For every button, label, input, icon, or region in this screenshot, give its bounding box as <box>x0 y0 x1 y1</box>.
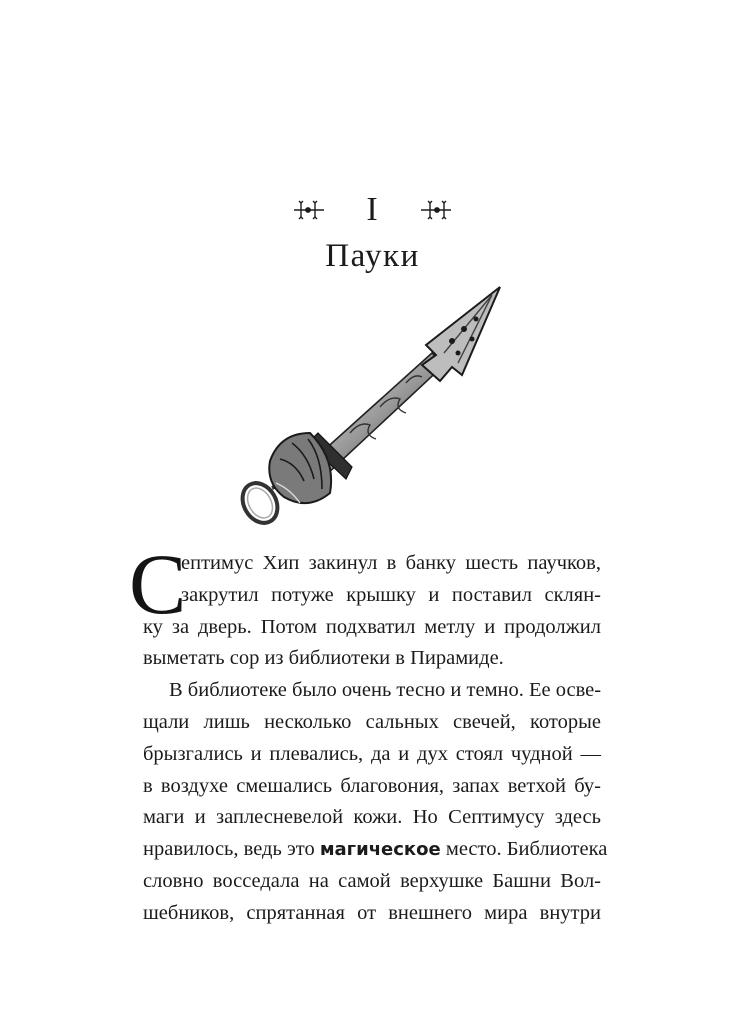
text-line: ку за дверь. Потом подхватил метлу и продолжил <box>143 615 601 638</box>
text-segment: место. Библиотека <box>440 838 608 861</box>
text-line: словно восседала на самой верхушке Башни Вол- <box>143 869 601 892</box>
text-line: закрутил потуже крышку и поставил склян- <box>181 583 601 606</box>
paragraph-1 <box>129 536 601 675</box>
chapter-title: Пауки <box>325 238 420 274</box>
chapter-heading <box>0 192 745 276</box>
paragraph-2 <box>143 675 608 929</box>
text-line: щали лишь несколько сальных свечей, которые <box>143 710 601 733</box>
ornate-arrow-key-icon <box>200 283 520 533</box>
text-line: ептимус Хип закинул в банку шесть паучков, <box>181 552 601 574</box>
chapter-numeral: I <box>366 191 379 228</box>
text-line: маги и заплесневелой кожи. Но Септимусу здесь <box>143 806 601 829</box>
right-ornament-icon <box>419 200 453 220</box>
text-line: В библиотеке было очень тесно и темно. Ее осве- <box>169 679 602 702</box>
body-text <box>129 536 608 930</box>
text-line: в воздухе смешались благовония, запах ветхой бу- <box>143 774 601 797</box>
left-ornament-icon <box>292 200 326 220</box>
text-segment: нравилось, ведь это <box>143 838 320 861</box>
text-line: шебников, спрятанная от внешнего мира внутри <box>143 901 601 924</box>
text-line: выметать сор из библиотеки в Пирамиде. <box>143 647 504 670</box>
bold-word: магическое <box>319 839 441 861</box>
text-line <box>143 834 608 866</box>
chapter-number-row <box>0 192 745 228</box>
text-line: брызгались и плевались, да и дух стоял чудной — <box>143 742 601 765</box>
drop-cap: С <box>129 536 187 632</box>
